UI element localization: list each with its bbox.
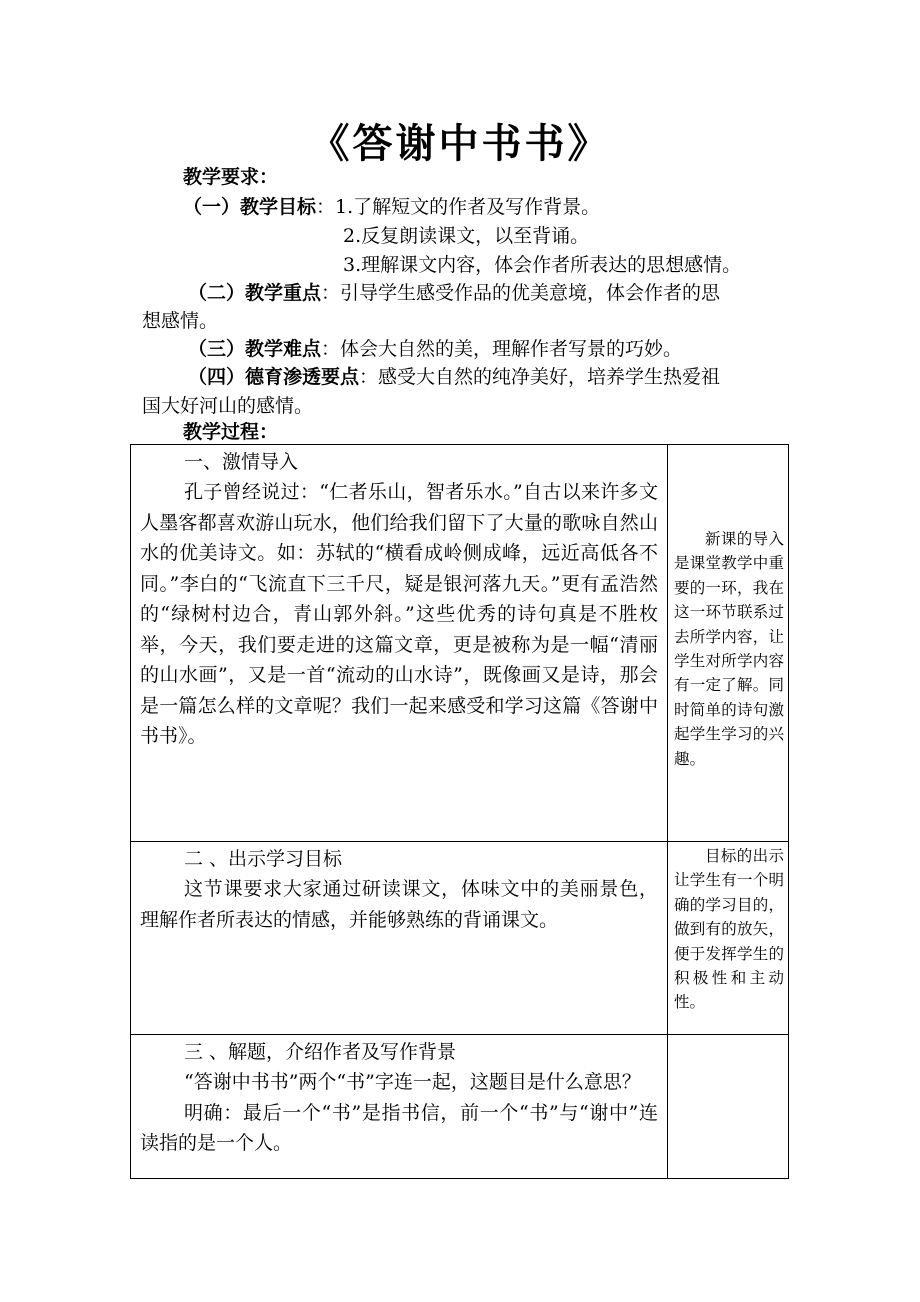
requirements-heading: 教学要求： bbox=[183, 166, 279, 188]
section-paragraph: “答谢中书书”两个“书”字连一起，这题目是什么意思？ bbox=[184, 1071, 641, 1093]
teaching-focus-label: （二）教学重点 bbox=[188, 282, 322, 304]
teaching-focus-line-2: 想感情。 bbox=[142, 310, 219, 332]
section-title: 一、激情导入 bbox=[184, 451, 299, 473]
table-row bbox=[131, 1035, 788, 1178]
teaching-goal-3: 3.理解课文内容，体会作者所表达的思想感情。 bbox=[343, 254, 742, 276]
teaching-process-table bbox=[130, 444, 789, 1179]
teaching-difficulty-label: （三）教学难点 bbox=[188, 338, 322, 360]
moral-points-text: ：感受大自然的纯净美好，培养学生热爱祖 bbox=[359, 366, 721, 388]
section-paragraph: 明确：最后一个“书”是指书信，前一个“书”与“谢中”连读指的是一个人。 bbox=[140, 1101, 658, 1154]
teaching-difficulty-text: ：体会大自然的美，理解作者写景的巧妙。 bbox=[321, 338, 683, 360]
section-note: 新课的导入是课堂教学中重要的一环，我在这一环节联系过去所学内容，让学生对所学内容有一定了解。同时简单的诗句激起学生学习的兴趣。 bbox=[674, 530, 784, 768]
section-title: 三 、解题，介绍作者及写作背景 bbox=[184, 1041, 457, 1063]
process-note-cell bbox=[668, 445, 788, 841]
process-note-cell bbox=[668, 842, 788, 1034]
section-note: 目标的出示让学生有一个明确的学习目的，做到有的放矢，便于发挥学生的积极性和主动性。 bbox=[674, 847, 784, 1012]
process-heading: 教学过程： bbox=[183, 421, 279, 443]
process-content-cell bbox=[131, 1035, 668, 1178]
teaching-focus-text: ：引导学生感受作品的优美意境，体会作者的思 bbox=[321, 282, 721, 304]
teaching-goal-2: 2.反复朗读课文，以至背诵。 bbox=[343, 225, 590, 247]
process-content-cell bbox=[131, 842, 668, 1034]
process-content-cell bbox=[131, 445, 668, 841]
moral-points-line-2: 国大好河山的感情。 bbox=[142, 395, 314, 417]
teaching-focus-line-1 bbox=[188, 279, 720, 307]
process-note-cell bbox=[668, 1035, 788, 1178]
table-row bbox=[131, 842, 788, 1035]
section-title: 二 、出示学习目标 bbox=[184, 848, 343, 870]
teaching-goals-line-1 bbox=[183, 193, 600, 221]
moral-points-label: （四）德育渗透要点 bbox=[188, 366, 360, 388]
page-title: 《答谢中书书》 bbox=[309, 121, 611, 167]
teaching-difficulty-line bbox=[188, 335, 682, 363]
moral-points-line-1 bbox=[188, 363, 720, 391]
table-row bbox=[131, 445, 788, 842]
teaching-goal-1: ：1.了解短文的作者及写作背景。 bbox=[316, 196, 601, 218]
section-paragraph: 孔子曾经说过：“仁者乐山，智者乐水。”自古以来许多文人墨客都喜欢游山玩水，他们给我们留下了大量的歌咏自然山水的优美诗文。如：苏轼的“横看成岭侧成峰，远近高低各不同。”李白的“飞流直下三千尺，疑是银河落九天。”更有孟浩然的“绿树村边合，青山郭外斜。”这些优秀的诗句真是不胜枚举，今天，我们要走进的这篇文章，更是被称为是一幅“清丽的山水画”，又是一首“流动的山水诗”，既像画又是诗，那会是一篇怎么样的文章呢？我们一起来感受和学习这篇《答谢中书书》。 bbox=[140, 481, 658, 747]
teaching-goals-label: （一）教学目标 bbox=[183, 196, 317, 218]
section-paragraph: 这节课要求大家通过研读课文，体味文中的美丽景色，理解作者所表达的情感，并能够熟练的背诵课文。 bbox=[140, 878, 658, 931]
